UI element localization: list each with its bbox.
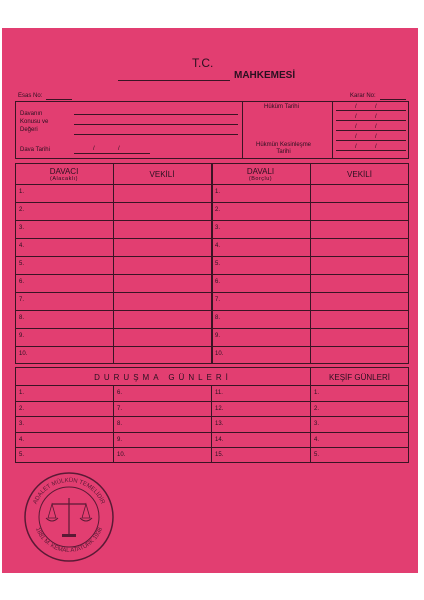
date-line <box>336 120 406 121</box>
davaci-sub: (Alacaklı) <box>50 176 78 182</box>
stamp-bottom-text: 1881 M. KEMAL ATATÜRK 1938 <box>33 526 105 555</box>
dava-tarihi-label: Dava Tarihi <box>20 147 50 153</box>
hearing-number: 12. <box>215 405 224 412</box>
hukum-kesin-label: Hükmün Kesinleşme Tarihi <box>256 142 312 155</box>
hearing-number: 3. <box>314 421 320 428</box>
davali-row-number: 8. <box>215 315 221 321</box>
davali-row-number: 5. <box>215 261 221 267</box>
davaci-header: DAVACI <box>49 167 79 176</box>
date-sep: / <box>355 134 357 140</box>
davali-row-number: 6. <box>215 279 221 285</box>
hearing-number: 5. <box>19 452 25 459</box>
hearing-row-line <box>15 385 409 386</box>
date-sep: / <box>355 104 357 110</box>
table-row-line <box>15 310 409 311</box>
hearing-number: 10. <box>117 452 126 459</box>
hearing-number: 2. <box>314 405 320 412</box>
hearing-number: 1. <box>314 390 320 396</box>
scales-of-justice-icon <box>22 470 116 564</box>
table-row-line <box>15 238 409 239</box>
stamp-top-text: ADALET MÜLKÜN TEMELİDİR <box>32 477 106 506</box>
date-sep: / <box>93 146 95 152</box>
davali-row-number: 3. <box>215 225 221 231</box>
konu-line-2 <box>74 124 238 125</box>
davaci-row-number: 2. <box>19 207 25 213</box>
court-name-line <box>118 80 230 81</box>
karar-no-line <box>380 99 406 100</box>
hearing-number: 8. <box>117 421 123 428</box>
davaci-row-number: 1. <box>19 189 25 195</box>
vekili-header-right: VEKİLİ <box>347 170 372 179</box>
davali-row-number: 1. <box>215 189 221 195</box>
date-sep: / <box>355 144 357 150</box>
hearing-number: 15. <box>215 452 224 459</box>
hearing-number: 9. <box>117 436 123 443</box>
hearing-row-line <box>15 432 409 433</box>
davaci-row-number: 7. <box>19 297 25 303</box>
date-sep: / <box>375 124 377 130</box>
date-sep: / <box>375 134 377 140</box>
date-line <box>336 110 406 111</box>
date-line <box>336 140 406 141</box>
davaci-row-number: 8. <box>19 315 25 321</box>
table-row-line <box>15 346 409 347</box>
davali-row-number: 10. <box>215 351 224 357</box>
hearing-number: 4. <box>314 436 320 443</box>
hearing-col-divider <box>113 385 114 463</box>
hearing-number: 5. <box>314 452 320 459</box>
hearing-number: 6. <box>117 390 123 396</box>
dava-tarihi-line <box>74 153 150 154</box>
hearing-col-divider <box>310 367 311 463</box>
hearing-row-line <box>15 416 409 417</box>
info-divider <box>242 101 243 159</box>
hearing-number: 14. <box>215 436 224 443</box>
hearing-number: 3. <box>19 421 25 428</box>
hearing-number: 11. <box>215 390 223 396</box>
hearing-number: 4. <box>19 436 25 443</box>
table-row-line <box>15 184 409 185</box>
davaci-row-number: 9. <box>19 333 25 339</box>
hearing-number: 1. <box>19 390 25 396</box>
kesif-header: KEŞİF GÜNLERİ <box>329 373 390 382</box>
hearing-row-line <box>15 447 409 448</box>
davali-row-number: 2. <box>215 207 221 213</box>
date-sep: / <box>375 114 377 120</box>
hearing-number: 2. <box>19 405 25 412</box>
davali-row-number: 4. <box>215 243 221 249</box>
table-row-line <box>15 292 409 293</box>
date-line <box>336 150 406 151</box>
table-row-line <box>15 202 409 203</box>
date-sep: / <box>118 146 120 152</box>
hearing-number: 13. <box>215 421 224 428</box>
karar-no-label: Karar No: <box>350 93 376 99</box>
dava-konusu-label: Davanın Konusu ve Değeri <box>20 111 49 133</box>
date-sep: / <box>355 114 357 120</box>
esas-no-line <box>46 99 72 100</box>
hearing-number: 7. <box>117 405 123 412</box>
konu-line-3 <box>74 134 238 135</box>
esas-no-label: Esas No: <box>18 93 43 99</box>
davaci-row-number: 10. <box>19 351 28 357</box>
davali-sub: (Borçlu) <box>248 176 273 182</box>
hearing-row-line <box>15 401 409 402</box>
davali-header: DAVALI <box>246 167 275 176</box>
court-title: MAHKEMESİ <box>234 70 296 81</box>
davali-row-number: 7. <box>215 297 221 303</box>
hearing-col-divider <box>211 385 212 463</box>
davaci-row-number: 4. <box>19 243 25 249</box>
davaci-row-number: 6. <box>19 279 25 285</box>
date-sep: / <box>375 104 377 110</box>
konu-line-1 <box>74 114 238 115</box>
davaci-row-number: 3. <box>19 225 25 231</box>
table-row-line <box>15 220 409 221</box>
date-sep: / <box>355 124 357 130</box>
hukum-tarihi-label: Hüküm Tarihi <box>264 104 299 110</box>
col-divider <box>310 163 311 364</box>
col-divider <box>113 163 114 364</box>
col-divider-mid <box>211 163 213 364</box>
date-line <box>336 130 406 131</box>
date-sep: / <box>375 144 377 150</box>
davali-row-number: 9. <box>215 333 221 339</box>
table-row-line <box>15 328 409 329</box>
stamp-seal <box>22 470 116 564</box>
durusma-header: DURUŞMA GÜNLERİ <box>94 373 232 382</box>
vekili-header-left: VEKİLİ <box>149 170 175 179</box>
table-row-line <box>15 256 409 257</box>
davaci-row-number: 5. <box>19 261 25 267</box>
tc-label: T.C. <box>192 56 214 70</box>
table-row-line <box>15 274 409 275</box>
info-divider-right <box>332 101 333 159</box>
